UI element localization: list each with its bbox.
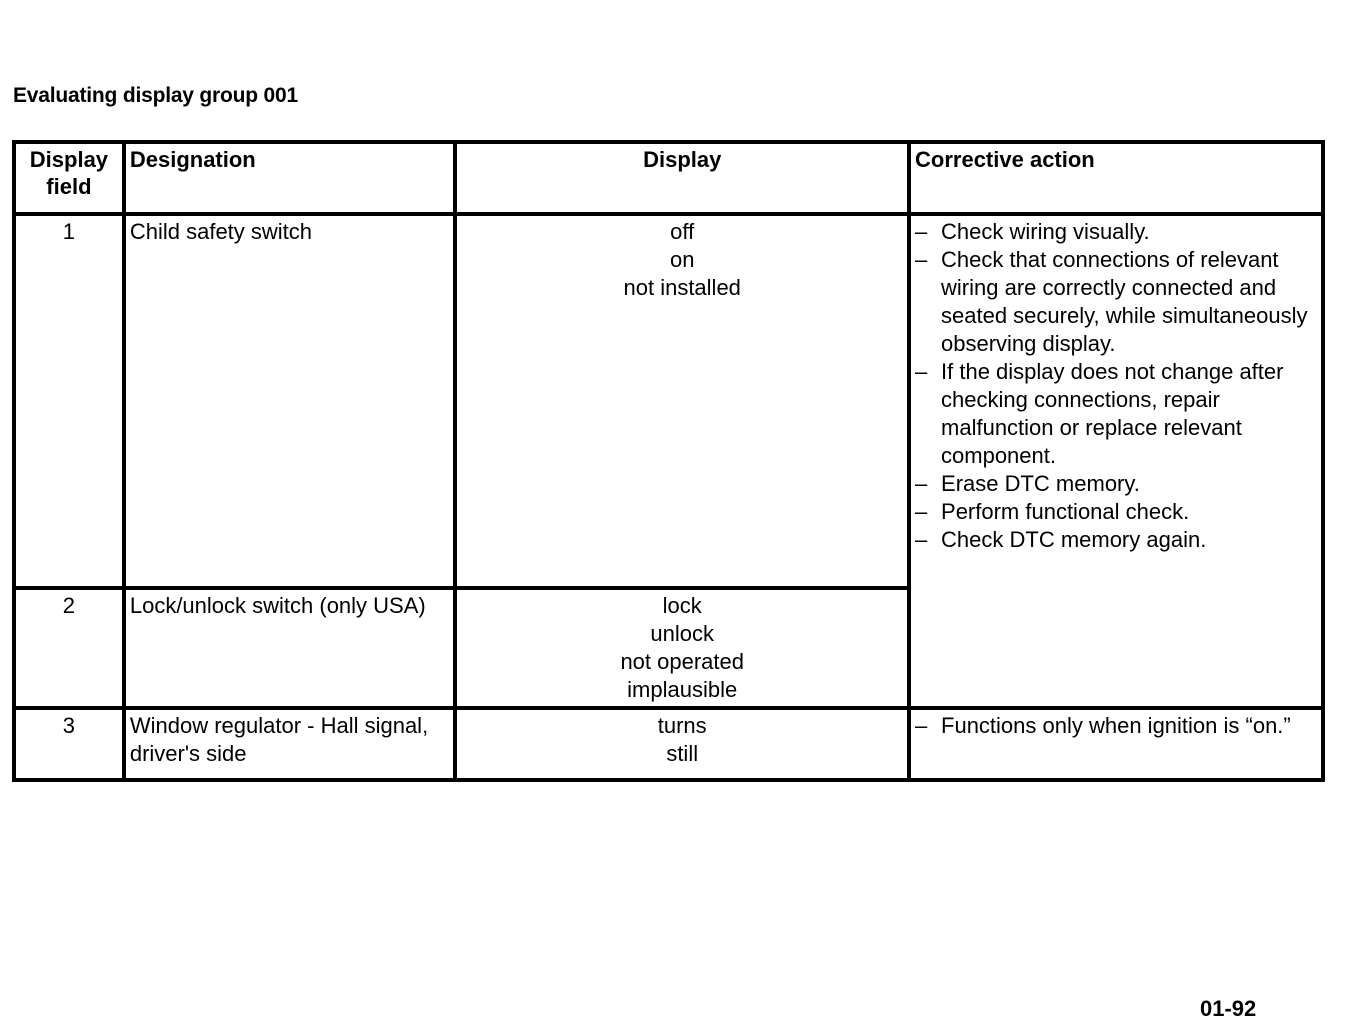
dash-bullet: – xyxy=(915,471,928,496)
page-heading: Evaluating display group 001 xyxy=(13,84,298,107)
action-item xyxy=(915,218,1317,246)
action-item xyxy=(915,246,1317,358)
table-row xyxy=(14,708,1323,780)
action-text: Erase DTC memory. xyxy=(941,471,1140,496)
display-value: implausible xyxy=(627,677,738,702)
dash-bullet: – xyxy=(915,219,928,244)
display-value: lock xyxy=(662,593,702,618)
header-corrective-action: Corrective action xyxy=(909,142,1323,214)
display-value: still xyxy=(666,741,699,766)
display-value: off xyxy=(670,219,695,244)
display-value: not operated xyxy=(620,649,744,674)
corrective-action-list xyxy=(915,712,1317,740)
header-display-field xyxy=(14,142,124,214)
action-text: Check DTC memory again. xyxy=(941,527,1207,552)
dash-bullet: – xyxy=(915,499,928,524)
display-field-number: 3 xyxy=(14,708,124,780)
display-values-cell xyxy=(455,588,909,708)
designation-cell: Lock/unlock switch (only USA) xyxy=(124,588,456,708)
header-display-field-line-2: field xyxy=(46,174,92,199)
display-value: on xyxy=(669,247,695,272)
display-field-number: 1 xyxy=(14,214,124,588)
header-display-field-line-1: Display xyxy=(29,147,109,172)
designation-cell: Child safety switch xyxy=(124,214,456,588)
display-value: unlock xyxy=(650,621,714,646)
dash-bullet: – xyxy=(915,527,928,552)
action-text: Functions only when ignition is “on.” xyxy=(941,713,1291,738)
action-text: Check that connections of relevant wiring are correctly connected and seated securely, while simultaneously observing display. xyxy=(941,247,1308,356)
display-values-cell xyxy=(455,708,909,780)
designation-cell: Window regulator - Hall signal, driver's side xyxy=(124,708,456,780)
header-designation: Designation xyxy=(124,142,456,214)
display-field-number: 2 xyxy=(14,588,124,708)
corrective-action-list xyxy=(915,218,1317,554)
dash-bullet: – xyxy=(915,713,928,738)
action-item xyxy=(915,358,1317,470)
corrective-action-cell xyxy=(909,214,1323,708)
action-item xyxy=(915,712,1317,740)
display-value: not installed xyxy=(623,275,741,300)
dash-bullet: – xyxy=(915,247,928,272)
page-number: 01-92 xyxy=(1200,996,1257,1021)
action-text: Perform functional check. xyxy=(941,499,1190,524)
action-item xyxy=(915,470,1317,498)
table-header-row xyxy=(14,142,1323,214)
action-item xyxy=(915,498,1317,526)
action-item xyxy=(915,526,1317,554)
action-text: If the display does not change after checking connections, repair malfunction or replace relevant component. xyxy=(941,359,1284,468)
table-row xyxy=(14,214,1323,588)
corrective-action-cell xyxy=(909,708,1323,780)
display-values-cell xyxy=(455,214,909,588)
header-display: Display xyxy=(455,142,909,214)
display-value: turns xyxy=(657,713,707,738)
action-text: Check wiring visually. xyxy=(941,219,1150,244)
display-group-table xyxy=(12,140,1325,782)
dash-bullet: – xyxy=(915,359,928,384)
